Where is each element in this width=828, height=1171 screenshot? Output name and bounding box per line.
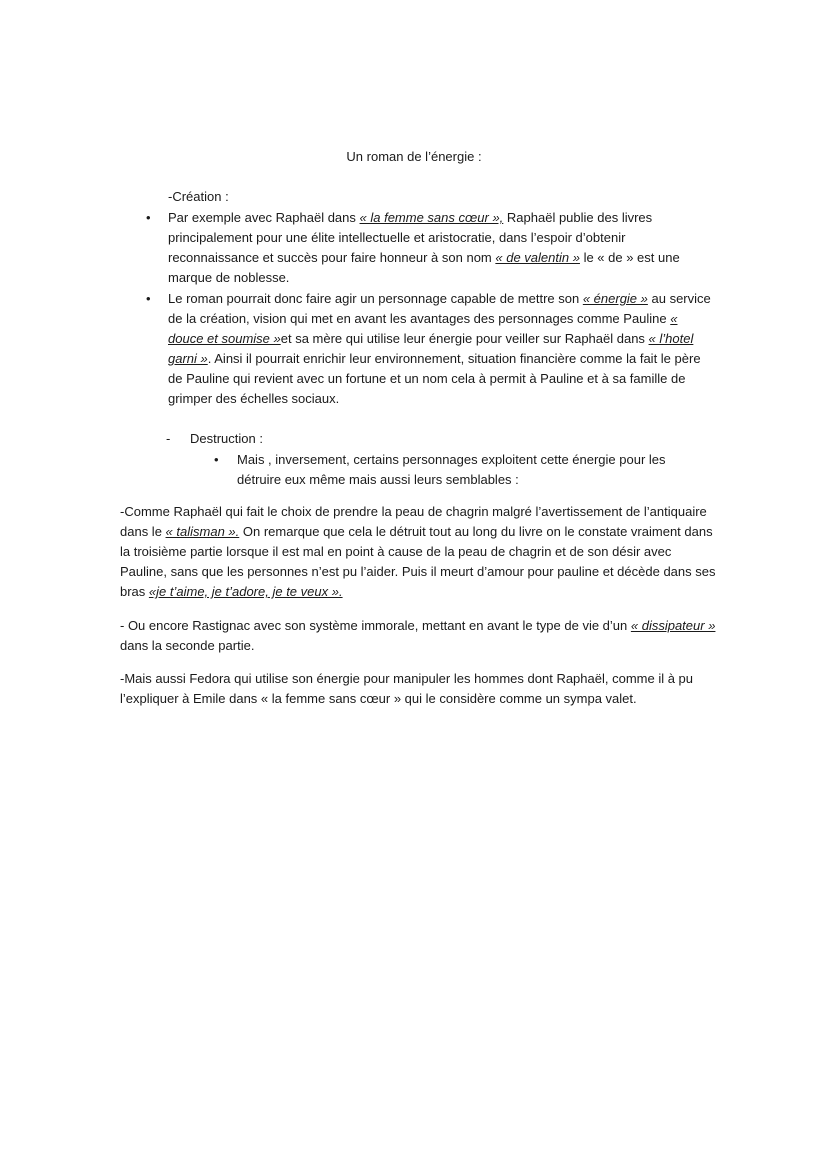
paragraph-raphael: [120, 502, 720, 602]
quote: « dissipateur »: [630, 618, 716, 633]
quote: « l’hotel garni »: [168, 331, 694, 366]
text-run: le « de » est une marque de noblesse.: [168, 250, 680, 285]
text-run: Par exemple avec Raphaël dans: [168, 210, 360, 225]
quote: « de valentin »: [495, 250, 580, 265]
bullet-marker: •: [214, 452, 219, 467]
text-run: au service de la création, vision qui met en avant les avantages des personnages comme Pauline: [168, 291, 711, 326]
text-run: Raphaël publie des livres principalement pour une élite intellectuelle et aristocratie, dans l’espoir d’obtenir reconnaissance et succès pour faire honneur à son nom: [168, 210, 653, 265]
section-heading-destruction: Destruction :: [190, 431, 263, 446]
bullet-marker: •: [146, 291, 151, 306]
dash-marker: -: [166, 431, 171, 446]
text-run: Le roman pourrait donc faire agir un personnage capable de mettre son: [168, 291, 583, 306]
quote: « douce et soumise »: [168, 311, 678, 346]
text-run: . Ainsi il pourrait enrichir leur environnement, situation financière comme la fait le père de Pauline qui revient avec un fortune et un nom cela à permit à Pauline et à sa famille de grimper des échelles sociaux.: [168, 351, 701, 406]
section-heading-creation: -Création :: [168, 189, 229, 204]
text-run: On remarque que cela le détruit tout au long du livre on le constate vraiment dans la troisième partie lorsque il est mal en point à cause de la peau de chagrin et de son désir avec Pauline, sans que les personnes n’est pu l’aider. Puis il meurt d’amour pour pauline et décède dans ses bras: [120, 524, 716, 599]
bullet-item-energie: [168, 289, 713, 409]
bullet-item-destruction: Mais , inversement, certains personnages exploitent cette énergie pour les détruire eux même mais aussi leurs semblables :: [237, 452, 666, 487]
quote: « talisman ».: [165, 524, 240, 539]
text-run: - Ou encore Rastignac avec son système immorale, mettant en avant le type de vie d’un: [120, 618, 631, 633]
text-run: et sa mère qui utilise leur énergie pour veiller sur Raphaël dans: [280, 331, 649, 346]
quote: «je t’aime, je t’adore, je te veux ».: [148, 584, 343, 599]
text-run: dans la seconde partie.: [120, 638, 255, 653]
text-run: -Comme Raphaël qui fait le choix de prendre la peau de chagrin malgré l’avertissement de l’antiquaire dans le: [120, 504, 707, 539]
quote: « la femme sans cœur »,: [359, 210, 504, 225]
paragraph-fedora: -Mais aussi Fedora qui utilise son énergie pour manipuler les hommes dont Raphaël, comme il à pu l’expliquer à Emile dans « la femme sans cœur » qui le considère comme un sympa valet.: [120, 671, 694, 706]
bullet-item-raphael: [168, 208, 713, 288]
bullet-marker: •: [146, 210, 151, 225]
quote: « énergie »: [582, 291, 648, 306]
page-title: Un roman de l’énergie :: [346, 149, 482, 164]
paragraph-rastignac: [120, 616, 720, 656]
